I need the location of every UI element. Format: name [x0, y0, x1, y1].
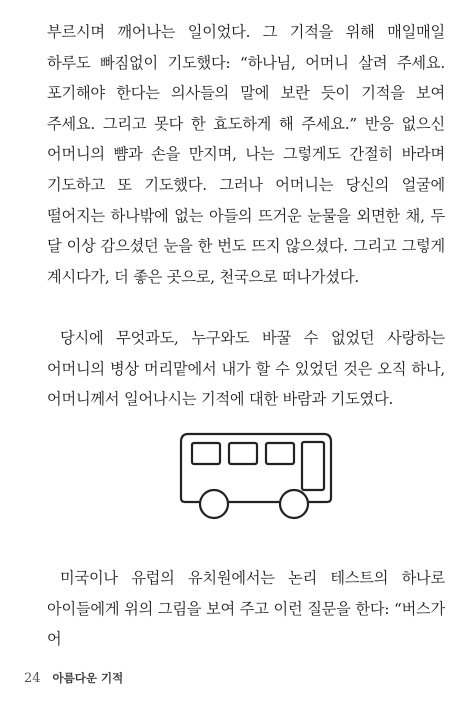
paragraph-3: 미국이나 유럽의 유치원에서는 논리 테스트의 하나로 아이들에게 위의 그림을 보여 주고 이런 질문을 한다: “버스가 어: [47, 569, 445, 649]
bus-window-2: [229, 443, 257, 464]
bus-door: [302, 442, 324, 490]
bus-icon: [174, 428, 338, 528]
page-number: 24: [24, 671, 41, 686]
book-title: 아름다운 기적: [52, 671, 124, 685]
bus-window-3: [266, 443, 294, 464]
paragraph-1: 부르시며 깨어나는 일이었다. 그 기적을 위해 매일매일 하루도 빠짐없이 기도했다: “하나님, 어머니 살려 주세요. 포기해야 한다는 의사들의 말에 보란 듯이 기적을 보여 주세요. 그리고 못다 한 효도하게 해 주세요.” 반응 없으신 어머니의 뺨과 손을 만지며, 나는 그렇게도 간절히 바라며 기도하고 또 기도했다. 그러나 어머니는 당신의 얼굴에 떨어지는 하나밖에 없는 아들의 뜨거운 눈물을 외면한 채, 두 달 이상 감으셨던 눈을 한 번도 뜨지 않으셨다. 그리고 그렇게 계시다가, 더 좋은 곳으로, 천국으로 떠나가셨다.: [47, 23, 445, 286]
bus-wheel-right: [280, 490, 308, 518]
bus-illustration: [174, 428, 338, 528]
page-footer: [24, 670, 123, 690]
bus-window-1: [192, 443, 220, 464]
bus-wheel-left: [200, 490, 228, 518]
paragraph-2: 당시에 무엇과도, 누구와도 바꿀 수 없었던 사랑하는 어머니의 병상 머리맡에서 내가 할 수 있었던 것은 오직 하나, 어머니께서 일어나시는 기적에 대한 바람과 기도였다.: [47, 329, 445, 409]
